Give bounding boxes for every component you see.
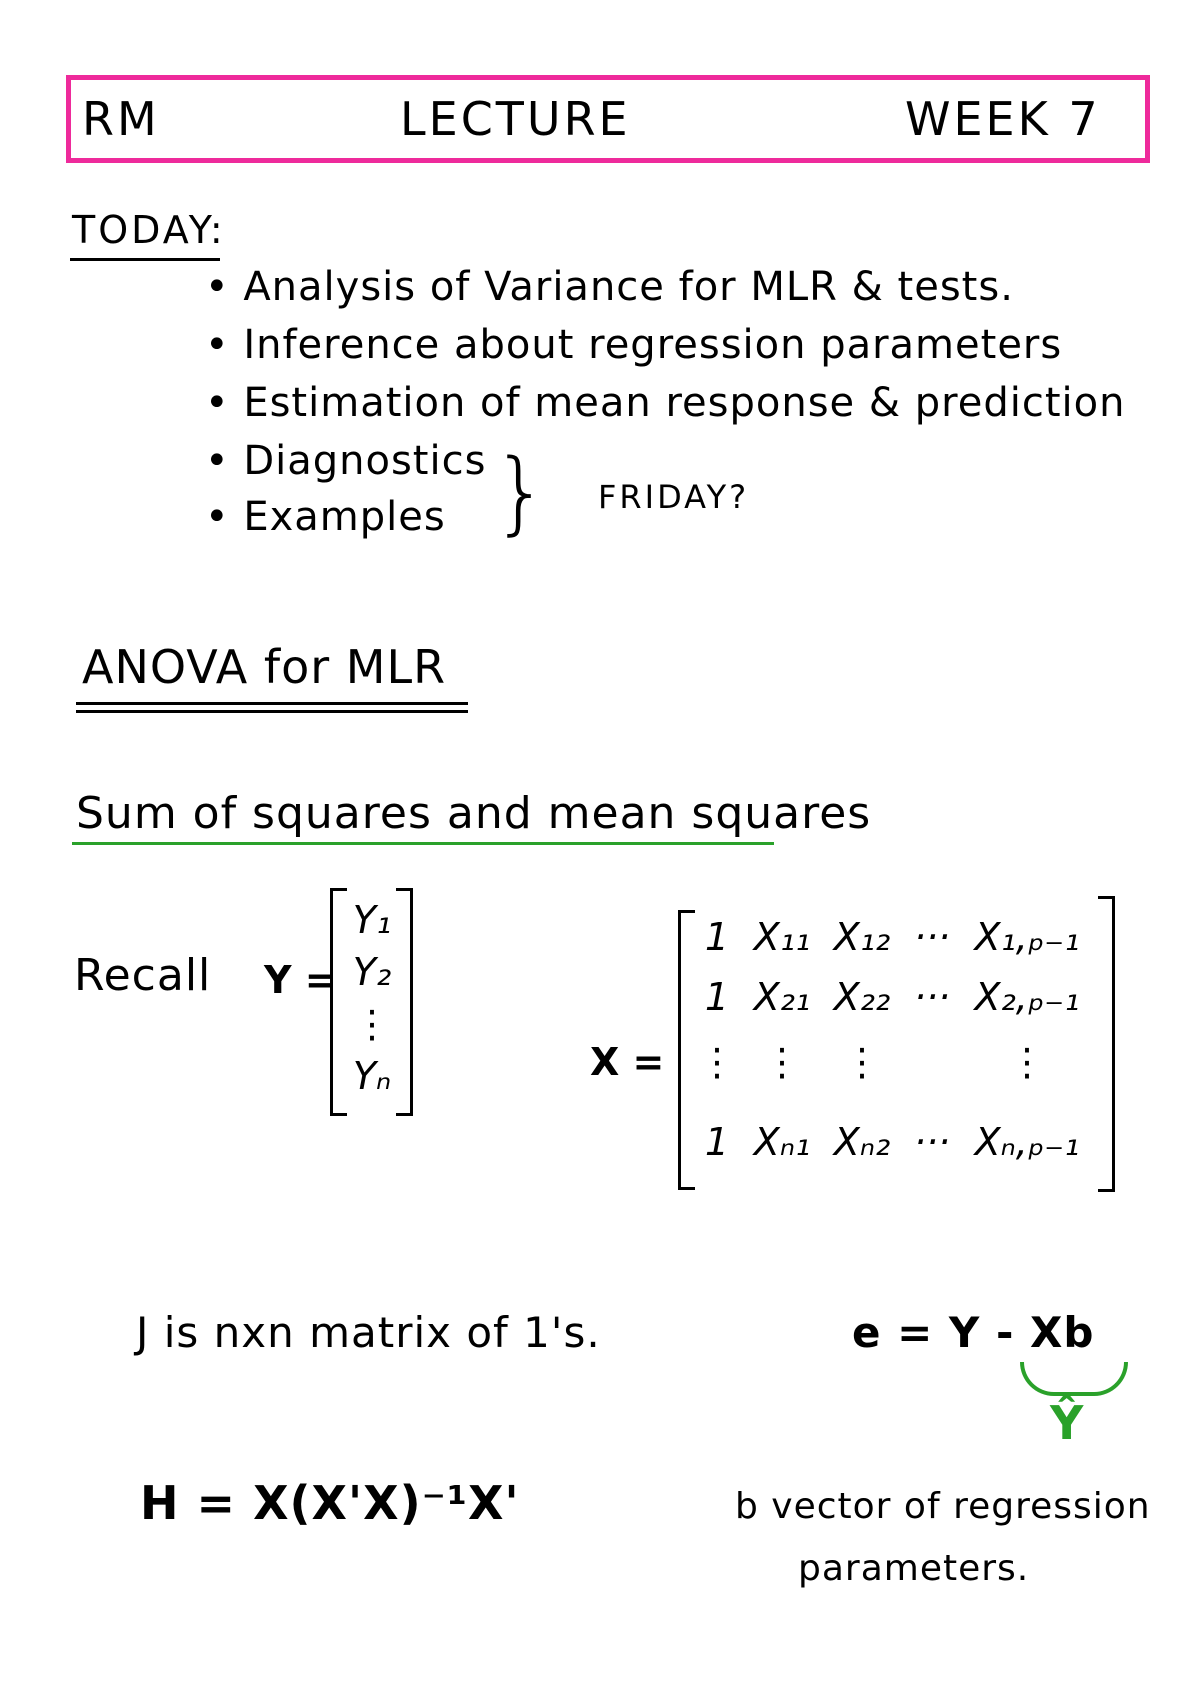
yhat-brace [1020, 1362, 1128, 1396]
x-matrix-symbol: X = [590, 1040, 665, 1084]
x-cell: ··· [913, 975, 951, 1019]
subsection-title: Sum of squares and mean squares [76, 788, 872, 839]
x-cell: 1 [704, 1120, 730, 1164]
x-cell: ··· [913, 915, 951, 959]
x-cell: X₁₂ [833, 915, 891, 959]
y-entry: Y₁ [352, 898, 392, 942]
x-cell: ⋮ [763, 1040, 801, 1084]
x-cell: Xₙ₂ [833, 1120, 891, 1164]
course-code: RM [82, 92, 160, 146]
x-cell: ⋮ [698, 1040, 736, 1084]
today-underline [70, 258, 220, 261]
y-entry: ⋮ [353, 1002, 391, 1046]
agenda-item: • Estimation of mean response & prediction [205, 380, 1126, 426]
x-cell: 1 [704, 975, 730, 1019]
recall-label: Recall [74, 950, 212, 1001]
x-right-bracket [1098, 896, 1115, 1192]
today-title: TODAY: [72, 208, 226, 252]
b-vector-note-line1: b vector of regression [735, 1486, 1151, 1527]
agenda-item: • Analysis of Variance for MLR & tests. [205, 264, 1014, 310]
week-label: WEEK 7 [905, 92, 1101, 146]
hat-matrix-equation: H = X(X'X)⁻¹X' [140, 1476, 520, 1530]
x-cell: X₂,ₚ₋₁ [974, 975, 1080, 1019]
b-vector-note-line2: parameters. [798, 1548, 1030, 1589]
y-entry: Yₙ [352, 1054, 392, 1098]
curly-brace-icon: } [492, 440, 550, 545]
x-cell: ⋮ [843, 1040, 881, 1084]
j-matrix-note: J is nxn matrix of 1's. [136, 1308, 601, 1357]
x-cell: X₂₂ [833, 975, 891, 1019]
section-underline-1 [76, 702, 468, 705]
x-cell: X₁,ₚ₋₁ [974, 915, 1080, 959]
agenda-item: • Inference about regression parameters [205, 322, 1063, 368]
x-cell: 1 [704, 915, 730, 959]
x-cell: X₂₁ [753, 975, 811, 1019]
y-vector-symbol: Y = [264, 958, 337, 1002]
x-cell: Xₙ₁ [753, 1120, 811, 1164]
x-cell: ⋮ [1008, 1040, 1046, 1084]
agenda-item: • Diagnostics [205, 438, 487, 484]
subsection-underline [72, 842, 774, 845]
y-entry: Y₂ [352, 950, 392, 994]
friday-note: FRIDAY? [598, 478, 750, 516]
section-title: ANOVA for MLR [82, 640, 447, 694]
yhat-label: Ŷ [1050, 1396, 1084, 1450]
agenda-item: • Examples [205, 494, 446, 540]
lecture-title: LECTURE [400, 92, 631, 146]
x-cell: Xₙ,ₚ₋₁ [974, 1120, 1080, 1164]
x-cell: X₁₁ [753, 915, 811, 959]
residual-equation: e = Y - Xb [852, 1308, 1095, 1357]
x-cell: ··· [913, 1120, 951, 1164]
section-underline-2 [76, 710, 468, 713]
